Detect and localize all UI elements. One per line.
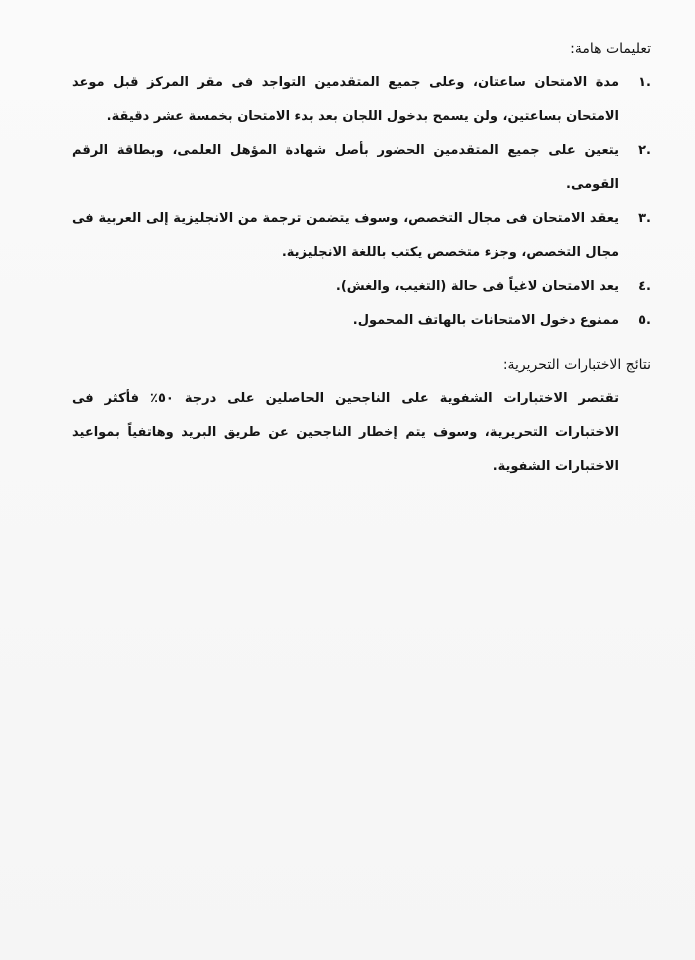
results-heading: نتائج الاختبارات التحريرية:	[502, 357, 651, 373]
instruction-number: .٢	[638, 143, 651, 158]
instruction-text: يتعين على جميع المتقدمين الحضور بأصل شهادة المؤهل العلمى، وبطاقة الرقم القومى.	[72, 143, 619, 192]
instruction-item-2	[72, 134, 651, 202]
instruction-text: مدة الامتحان ساعتان، وعلى جميع المتقدمين التواجد فى مقر المركز قبل موعد الامتحان بساعتين، ولن يسمح بدخول اللجان بعد بدء الامتحان بخمسة عشر دقيقة.	[72, 75, 619, 124]
instruction-number: .٣	[638, 211, 651, 226]
instruction-text: يعد الامتحان لاغياً فى حالة (التغيب، والغش).	[335, 279, 619, 294]
instruction-text: ممنوع دخول الامتحانات بالهاتف المحمول.	[352, 313, 619, 328]
instruction-number: .٥	[638, 313, 651, 328]
instruction-item-4	[72, 270, 651, 304]
instructions-heading: تعليمات هامة:	[570, 41, 651, 57]
instructions-list	[72, 66, 651, 338]
instruction-text: يعقد الامتحان فى مجال التخصص، وسوف يتضمن ترجمة من الانجليزية إلى العربية فى مجال التخصص، وجزء متخصص يكتب باللغة الانجليزية.	[72, 211, 619, 260]
instruction-item-5	[72, 304, 651, 338]
document-body	[72, 38, 651, 484]
instruction-item-3	[72, 202, 651, 270]
results-paragraph: تقتصر الاختبارات الشفوية على الناجحين الحاصلين على درجة ٥٠٪ فأكثر فى الاختبارات التحريرية، وسوف يتم إخطار الناجحين عن طريق البريد وهاتفياً بمواعيد الاختبارات الشفوية.	[72, 391, 620, 474]
instruction-number: .١	[638, 75, 651, 90]
instruction-item-1	[72, 66, 651, 134]
instruction-number: .٤	[638, 279, 651, 294]
